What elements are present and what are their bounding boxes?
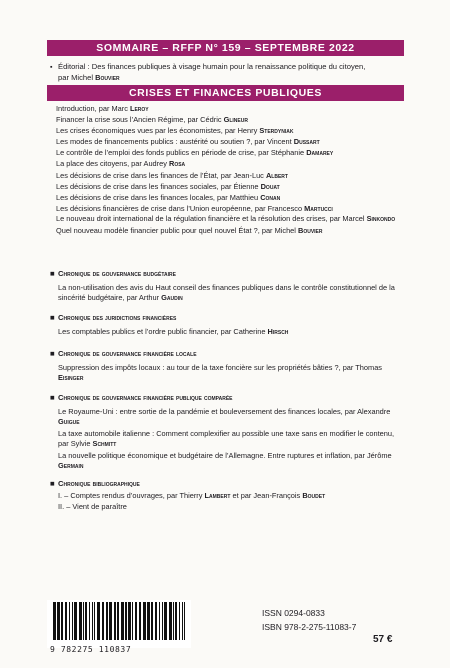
price-label: 57 €: [373, 634, 393, 645]
bullet-icon: ■: [50, 479, 55, 488]
barcode-bar: [79, 602, 82, 640]
bullet-icon: ■: [50, 393, 55, 402]
barcode-bar: [121, 602, 124, 640]
list-item: Les décisions de crise dans les finances sociales, par Étienne Douat: [56, 181, 280, 191]
list-item: Le nouveau droit international de la régulation financière et la résolution des crises, par Marcel Sinkondo: [56, 213, 396, 223]
barcode-bar: [114, 602, 116, 640]
barcode: [47, 600, 191, 648]
chronique-title: Chronique de gouvernance budgétaire: [58, 269, 176, 278]
list-item: Le contrôle de l’emploi des fonds publics en période de crise, par Stéphanie Damarey: [56, 148, 334, 158]
chronique-comparee: [50, 392, 406, 474]
barcode-bar: [164, 602, 167, 640]
barcode-bar: [175, 602, 177, 640]
chronique-budgetaire: [50, 268, 406, 305]
editorial-title: Éditorial : Des finances publiques à visage humain pour la renaissance politique du citoyen,: [58, 62, 366, 71]
list-item: II. – Vient de paraître: [58, 501, 127, 511]
barcode-bar: [61, 602, 63, 640]
barcode-bar: [139, 602, 141, 640]
list-item: Les crises économiques vues par les économistes, par Henry Sterdyniak: [56, 126, 294, 136]
list-item: La non-utilisation des avis du Haut conseil des finances publiques dans le contrôle constitutionnel de la sincérité budgétaire, par Arthur Gaudin: [58, 283, 395, 302]
barcode-bar: [135, 602, 137, 640]
barcode-bar: [125, 602, 127, 640]
barcode-bar: [102, 602, 104, 640]
barcode-bar: [151, 602, 153, 640]
barcode-bar: [97, 602, 100, 640]
bullet-icon: ■: [50, 349, 55, 358]
barcode-bar: [53, 602, 56, 640]
list-item: La taxe automobile italienne : Comment complexifier au possible une taxe sans en modifier le contenu, par Sylvie Schmitt: [58, 429, 395, 448]
editorial-author: Bouvier: [95, 73, 120, 82]
barcode-bar: [85, 602, 87, 640]
list-item: Suppression des impôts locaux : au tour de la taxe foncière sur les propriétés bâties ?, par Thomas Eisinger: [58, 363, 382, 382]
list-item: I. – Comptes rendus d’ouvrages, par Thierry Lambert et par Jean-François Boudet: [58, 491, 326, 500]
barcode-bar: [128, 602, 131, 640]
barcode-bar: [155, 602, 157, 640]
crises-list: [56, 103, 406, 236]
list-item: Les décisions de crise dans les finances de l’État, par Jean-Luc Albert: [56, 170, 288, 180]
chronique-title: Chronique bibliographique: [58, 479, 140, 488]
editorial-by: par Michel: [58, 73, 96, 82]
issn-text: ISSN 0294-0833: [262, 608, 325, 618]
barcode-bar: [109, 602, 112, 640]
list-item: Le Royaume-Uni : entre sortie de la pandémie et bouleversement des finances locales, par Alexandre Guigue: [58, 407, 391, 426]
bullet-icon: ▪: [50, 64, 53, 71]
identifiers: [262, 606, 356, 634]
barcode-bar: [117, 602, 119, 640]
barcode-bar: [94, 602, 95, 640]
barcode-bars: [47, 600, 191, 642]
barcode-bar: [72, 602, 73, 640]
chronique-title: Chronique de gouvernance financière publique comparée: [58, 393, 233, 402]
list-item: Les décisions de crise dans les finances locales, par Matthieu Conan: [56, 192, 281, 202]
barcode-bar: [69, 602, 70, 640]
list-item: Introduction, par Marc Leroy: [56, 104, 149, 113]
list-item: Les décisions financières de crise dans l’Union européenne, par Francesco Martucci: [56, 203, 333, 213]
barcode-bar: [83, 602, 84, 640]
barcode-bar: [74, 602, 77, 640]
chronique-bibliographique: [50, 478, 406, 514]
barcode-bar: [179, 602, 180, 640]
barcode-bar: [57, 602, 60, 640]
isbn-text: ISBN 978-2-275-11083-7: [262, 622, 357, 632]
barcode-number: 9 782275 110837: [50, 645, 132, 654]
barcode-bar: [65, 602, 67, 640]
barcode-bar: [182, 602, 183, 640]
barcode-bar: [143, 602, 146, 640]
list-item: Les comptables publics et l’ordre public financier, par Catherine Hirsch: [58, 327, 289, 336]
barcode-bar: [106, 602, 108, 640]
barcode-bar: [89, 602, 90, 640]
list-item: La place des citoyens, par Audrey Rosa: [56, 159, 186, 169]
chronique-locale: [50, 348, 406, 385]
barcode-bar: [162, 602, 163, 640]
barcode-bar: [184, 602, 185, 640]
bullet-icon: ■: [50, 269, 55, 278]
editorial-entry: [50, 62, 400, 83]
list-item: Les modes de financements publics : austérité ou soutien ?, par Vincent Dussart: [56, 137, 320, 147]
bullet-icon: ■: [50, 313, 55, 322]
list-item: Financer la crise sous l’Ancien Régime, par Cédric Glineur: [56, 115, 248, 125]
barcode-bar: [169, 602, 172, 640]
sommaire-banner: SOMMAIRE – RFFP N° 159 – SEPTEMBRE 2022: [47, 40, 404, 56]
chronique-juridictions: [50, 312, 406, 340]
barcode-bar: [92, 602, 93, 640]
list-item: Quel nouveau modèle financier public pour quel nouvel État ?, par Michel Bouvier: [56, 226, 323, 236]
barcode-bar: [147, 602, 150, 640]
barcode-bar: [159, 602, 160, 640]
chronique-title: Chronique de gouvernance financière locale: [58, 349, 197, 358]
chronique-title: Chronique des juridictions financières: [58, 313, 177, 322]
list-item: La nouvelle politique économique et budgétaire de l’Allemagne. Entre ruptures et inflation, par Jérôme Germain: [58, 451, 392, 470]
barcode-bar: [173, 602, 174, 640]
crises-banner: CRISES ET FINANCES PUBLIQUES: [47, 85, 404, 101]
barcode-bar: [132, 602, 133, 640]
